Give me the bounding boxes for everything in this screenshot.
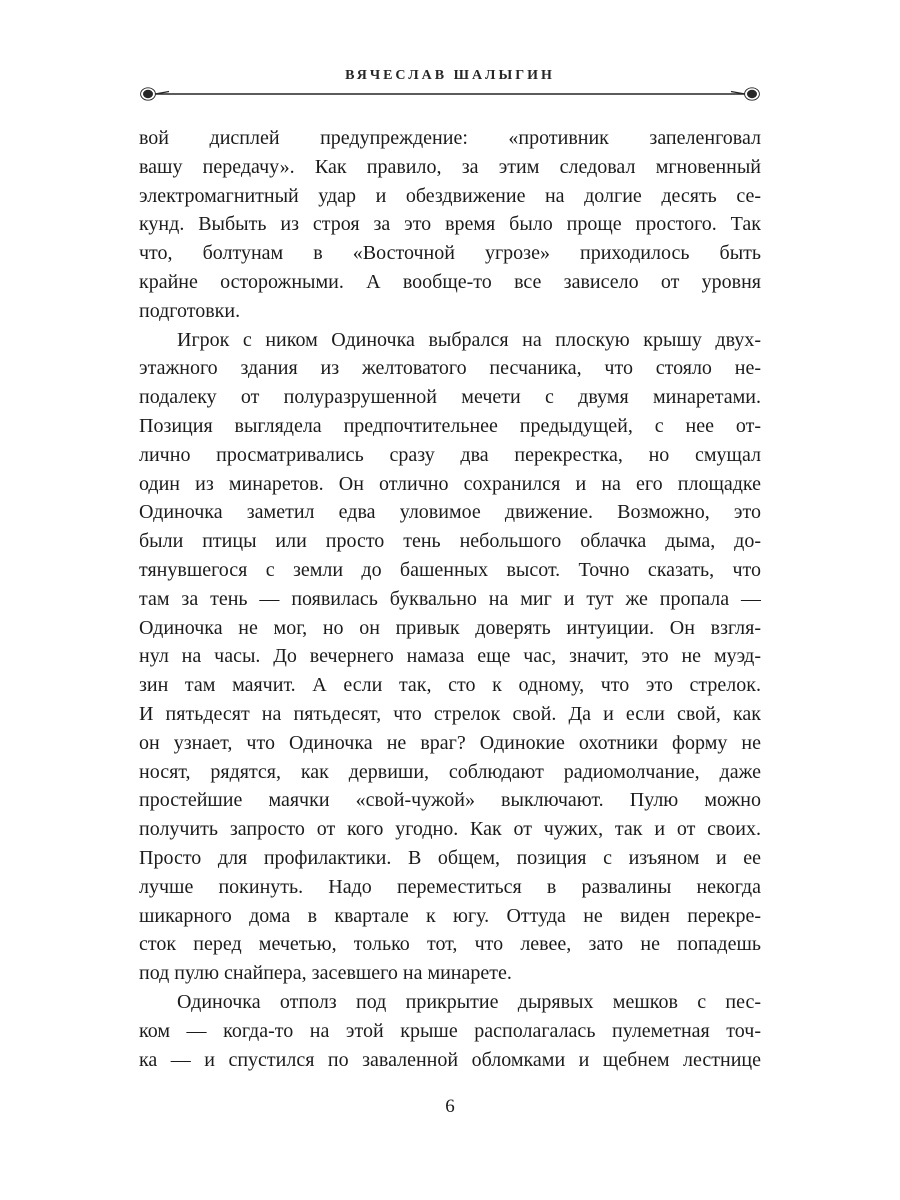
text-line: Игрок с ником Одиночка выбрался на плоскую крышу двух-	[177, 328, 761, 351]
text-line: лично просматривались сразу два перекрестка, но смущал	[139, 443, 761, 466]
text-line: сток перед мечетью, только тот, что левее, зато не попадешь	[139, 933, 761, 956]
text-line: что, болтунам в «Восточной угрозе» приходилось быть	[139, 242, 761, 265]
paragraph	[139, 326, 761, 988]
text-line: ком — когда-то на этой крыше располагалась пулеметная точ-	[139, 1019, 761, 1042]
text-line: Просто для профилактики. В общем, позиция с изъяном и ее	[139, 846, 761, 869]
text-line: там за тень — появилась буквально на миг и тут же пропала —	[139, 587, 761, 610]
body-text	[139, 124, 761, 1074]
text-line: Одиночка отполз под прикрытие дырявых мешков с пес-	[177, 990, 761, 1013]
text-line: подготовки.	[139, 299, 241, 322]
page-number: 6	[445, 1096, 455, 1117]
paragraph	[139, 988, 761, 1074]
text-line: кунд. Выбыть из строя за это время было проще простого. Так	[139, 213, 761, 236]
text-line: один из минаретов. Он отлично сохранился и на его площадке	[139, 472, 761, 495]
text-line: Позиция выглядела предпочтительнее предыдущей, с нее от-	[139, 414, 761, 437]
page-header	[139, 68, 761, 102]
paragraph	[139, 124, 761, 326]
text-line: шикарного дома в квартале к югу. Оттуда не виден перекре-	[139, 904, 761, 927]
text-line: Одиночка не мог, но он привык доверять интуиции. Он взгля-	[139, 616, 761, 639]
text-line: носят, рядятся, как дервиши, соблюдают радиомолчание, даже	[139, 760, 761, 783]
text-line: Одиночка заметил едва уловимое движение. Возможно, это	[139, 501, 761, 524]
text-line: зин там маячит. А если так, сто к одному, что это стрелок.	[139, 674, 761, 697]
text-line: И пятьдесят на пятьдесят, что стрелок свой. Да и если свой, как	[139, 702, 761, 725]
text-line: нул на часы. До вечернего намаза еще час, значит, это не муэд-	[139, 645, 761, 668]
text-line: крайне осторожными. А вообще-то все зависело от уровня	[139, 270, 761, 293]
header-ornament-rule	[139, 86, 761, 102]
text-line: вашу передачу». Как правило, за этим следовал мгновенный	[139, 155, 761, 178]
text-line: были птицы или просто тень небольшого облачка дыма, до-	[139, 530, 761, 553]
text-line: под пулю снайпера, засевшего на минарете.	[139, 962, 512, 985]
text-line: электромагнитный удар и обездвижение на долгие десять се-	[139, 184, 761, 207]
text-line: получить запросто от кого угодно. Как от чужих, так и от своих.	[139, 818, 761, 841]
text-line: этажного здания из желтоватого песчаника, что стояло не-	[139, 357, 761, 380]
text-line: вой дисплей предупреждение: «противник запеленговал	[139, 127, 761, 149]
text-line: тянувшегося с земли до башенных высот. Точно сказать, что	[139, 558, 761, 581]
text-line: лучше покинуть. Надо переместиться в развалины некогда	[139, 875, 761, 898]
text-line: подалеку от полуразрушенной мечети с двумя минаретами.	[139, 386, 761, 409]
text-line: простейшие маячки «свой-чужой» выключают. Пулю можно	[139, 789, 761, 812]
text-line: он узнает, что Одиночка не враг? Одинокие охотники форму не	[139, 731, 761, 754]
author-name: ВЯЧЕСЛАВ ШАЛЫГИН	[345, 68, 555, 83]
text-line: ка — и спустился по заваленной обломками и щебнем лестнице	[139, 1048, 761, 1071]
